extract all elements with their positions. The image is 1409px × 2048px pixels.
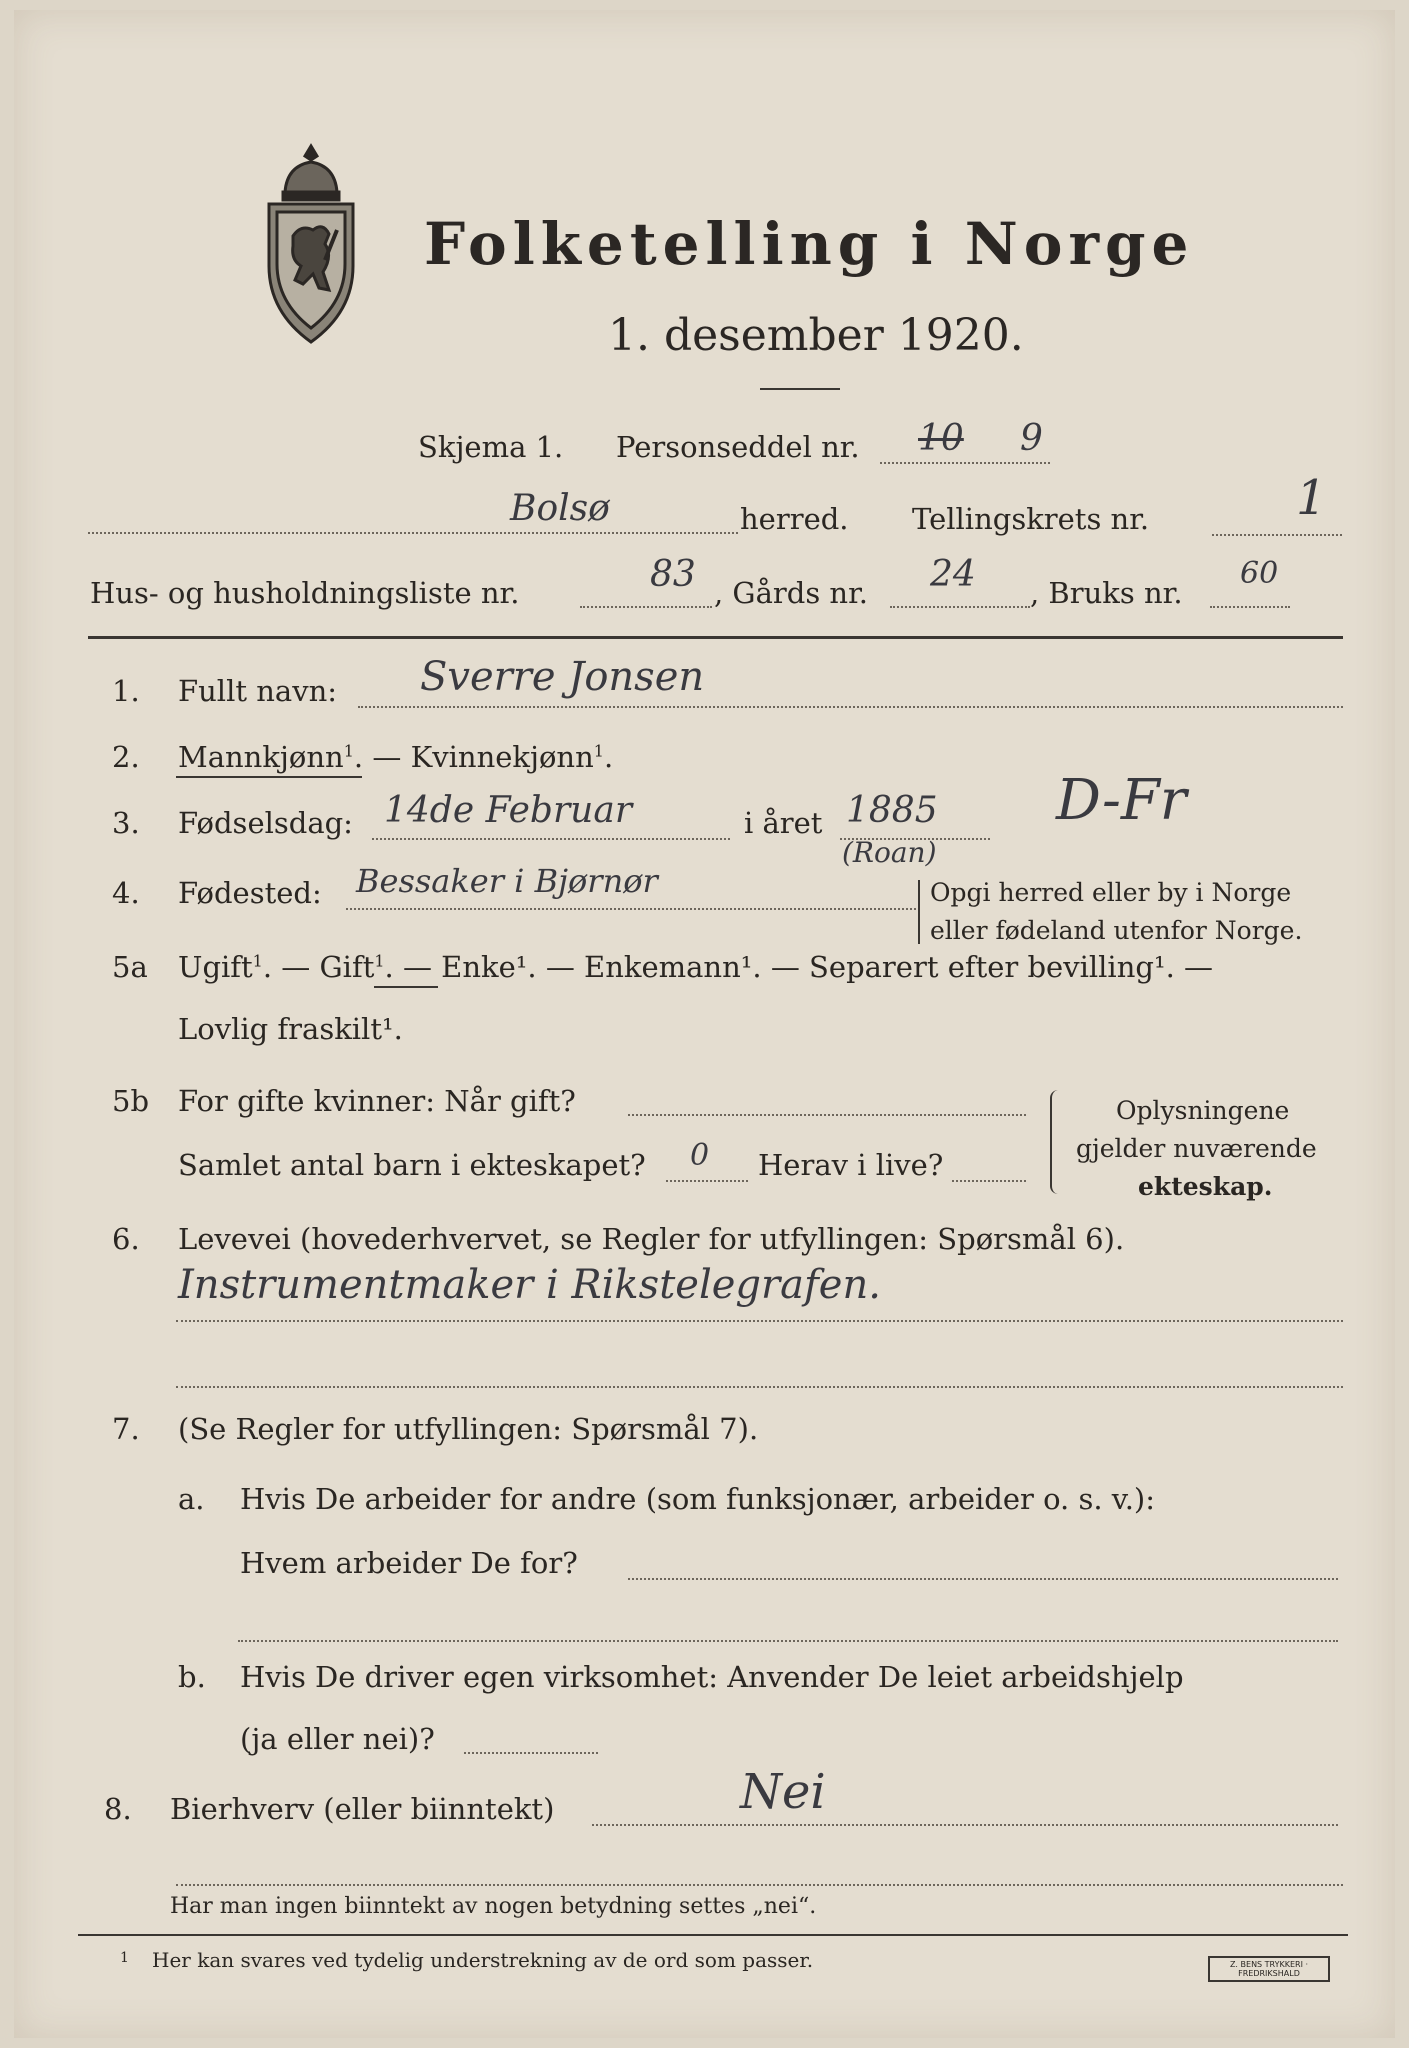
- header-bottom-rule: [88, 636, 1343, 639]
- q2-text: [178, 740, 613, 774]
- q7b-text2: (ja eller nei)?: [240, 1722, 435, 1756]
- q5b-note-line2: [1076, 1134, 1317, 1163]
- q5b-barn-value: 0: [690, 1138, 710, 1173]
- tellingskrets-label: Tellingskrets nr.: [912, 502, 1150, 536]
- bruks-label: , Bruks nr.: [1030, 576, 1183, 610]
- q6-number: 6.: [112, 1222, 140, 1256]
- printer-stamp: Z. BENS TRYKKERI · FREDRIKSHALD: [1208, 1956, 1330, 1982]
- q5a-line2: Lovlig fraskilt¹.: [178, 1012, 403, 1046]
- q3-day-dots: [372, 838, 730, 840]
- tellingskrets-dots: [1212, 534, 1342, 536]
- q7a-dots-1: [628, 1578, 1338, 1580]
- schema-label: Skjema 1.: [418, 430, 564, 464]
- q3-label: Fødselsdag:: [178, 806, 353, 840]
- q3-year-label: i året: [744, 806, 823, 840]
- q5a-gift-sup: 1: [374, 951, 385, 971]
- q5a-ugift: Ugift: [178, 950, 253, 984]
- q7b-text: Hvis De driver egen virksomhet: Anvender De leiet arbeidshjelp: [240, 1660, 1184, 1694]
- q2-male: Mannkjønn: [178, 740, 344, 774]
- q5b-note-line2-text: gjelder nuværende: [1076, 1134, 1317, 1163]
- q6-dots-2: [176, 1386, 1343, 1388]
- tellingskrets-value: 1: [1296, 470, 1327, 526]
- q5a-ugift-sup: 1: [252, 951, 263, 971]
- q7a-letter: a.: [178, 1482, 205, 1516]
- q2-female: Kvinnekjønn: [410, 740, 594, 774]
- q2-male-sup: 1: [343, 741, 354, 761]
- q5b-note-line3: ekteskap.: [1138, 1172, 1273, 1201]
- form-title: Folketelling i Norge: [424, 210, 1195, 278]
- norwegian-coat-of-arms-icon: [255, 140, 367, 348]
- q7a-dots-2: [238, 1640, 1338, 1642]
- q3-day-value: 14de Februar: [384, 790, 633, 831]
- q8-label: Bierhverv (eller biinntekt): [170, 1792, 555, 1826]
- footnote-mark: 1: [120, 1950, 129, 1966]
- q7-label: (Se Regler for utfyllingen: Spørsmål 7).: [178, 1412, 759, 1446]
- q5a-sep: . —: [262, 950, 320, 984]
- q6-label: Levevei (hovederhvervet, se Regler for utfyllingen: Spørsmål 6).: [178, 1222, 1125, 1256]
- husliste-value: 83: [650, 554, 696, 595]
- q4-label: Fødested:: [178, 876, 322, 910]
- q2-female-sup: 1: [593, 741, 604, 761]
- gards-dots: [890, 606, 1030, 608]
- q5b-number: 5b: [112, 1084, 150, 1118]
- herred-dots: [88, 532, 738, 534]
- q8-number: 8.: [104, 1792, 132, 1826]
- q1-number: 1.: [112, 674, 140, 708]
- q7a-text: Hvis De arbeider for andre (som funksjonær, arbeider o. s. v.):: [240, 1482, 1156, 1516]
- q1-value: Sverre Jonsen: [420, 654, 705, 700]
- q4-hint-line2: eller fødeland utenfor Norge.: [930, 916, 1303, 945]
- q5b-barn-dots: [666, 1180, 748, 1182]
- bruks-value: 60: [1240, 556, 1279, 591]
- personseddel-dots: [880, 462, 1050, 464]
- q7-number: 7.: [112, 1412, 140, 1446]
- q5a-text: [178, 950, 1213, 984]
- q4-hint-line1: Opgi herred eller by i Norge: [930, 878, 1292, 907]
- q2-end: .: [603, 740, 614, 774]
- q5a-gift: Gift: [319, 950, 375, 984]
- q2-number: 2.: [112, 740, 140, 774]
- q1-dots: [358, 706, 1343, 708]
- herred-label: herred.: [740, 502, 849, 536]
- q4-value: Bessaker i Bjørnør: [356, 862, 658, 900]
- q5b-note-brace: [1050, 1090, 1060, 1194]
- q5b-label3: Herav i live?: [758, 1148, 944, 1182]
- husliste-dots: [580, 606, 712, 608]
- q4-hint-brace: [918, 880, 924, 944]
- q3-year-value: 1885: [846, 790, 938, 831]
- q3-note: D-Fr: [1056, 768, 1187, 833]
- footer-rule: [78, 1934, 1348, 1936]
- title-divider: [760, 388, 840, 390]
- q5a-number: 5a: [112, 950, 148, 984]
- husliste-label: Hus- og husholdningsliste nr.: [90, 576, 520, 610]
- q5a-rest: . — Enke¹. — Enkemann¹. — Separert efter bevilling¹. —: [384, 950, 1213, 984]
- q5a-gift-underline: [374, 986, 438, 988]
- q1-label: Fullt navn:: [178, 674, 338, 708]
- q4-extra: (Roan): [842, 836, 937, 869]
- q4-number: 4.: [112, 876, 140, 910]
- q5b-label2: Samlet antal barn i ekteskapet?: [178, 1148, 646, 1182]
- q5b-live-dots: [952, 1180, 1026, 1182]
- bruks-dots: [1210, 606, 1290, 608]
- q7b-letter: b.: [178, 1660, 206, 1694]
- q2-male-underline: [176, 776, 362, 778]
- q6-dots-1: [176, 1320, 1343, 1322]
- q5b-note-line1: Oplysningene: [1116, 1096, 1290, 1125]
- herred-value: Bolsø: [510, 488, 610, 529]
- census-date: 1. desember 1920.: [608, 310, 1024, 361]
- footer-note: Har man ingen biinntekt av nogen betydning settes „nei“.: [170, 1894, 817, 1919]
- personseddel-value: 9: [1020, 418, 1043, 459]
- q5b-gift-dots: [628, 1114, 1026, 1116]
- q7b-dots: [464, 1752, 598, 1754]
- q8-dots-2: [176, 1884, 1343, 1886]
- personseddel-label: Personseddel nr.: [616, 430, 860, 464]
- personseddel-struck-value: 10: [918, 418, 964, 459]
- q7a-text2: Hvem arbeider De for?: [240, 1546, 578, 1580]
- q2-sep: . —: [353, 740, 411, 774]
- q5b-label1: For gifte kvinner: Når gift?: [178, 1084, 576, 1118]
- footnote-text: Her kan svares ved tydelig understrekning av de ord som passer.: [152, 1948, 814, 1972]
- gards-value: 24: [930, 554, 976, 595]
- q6-value: Instrumentmaker i Rikstelegrafen.: [178, 1262, 881, 1308]
- q3-number: 3.: [112, 806, 140, 840]
- gards-label: , Gårds nr.: [714, 576, 868, 610]
- q4-dots: [346, 908, 916, 910]
- q8-dots: [592, 1824, 1338, 1826]
- q8-value: Nei: [740, 1764, 826, 1820]
